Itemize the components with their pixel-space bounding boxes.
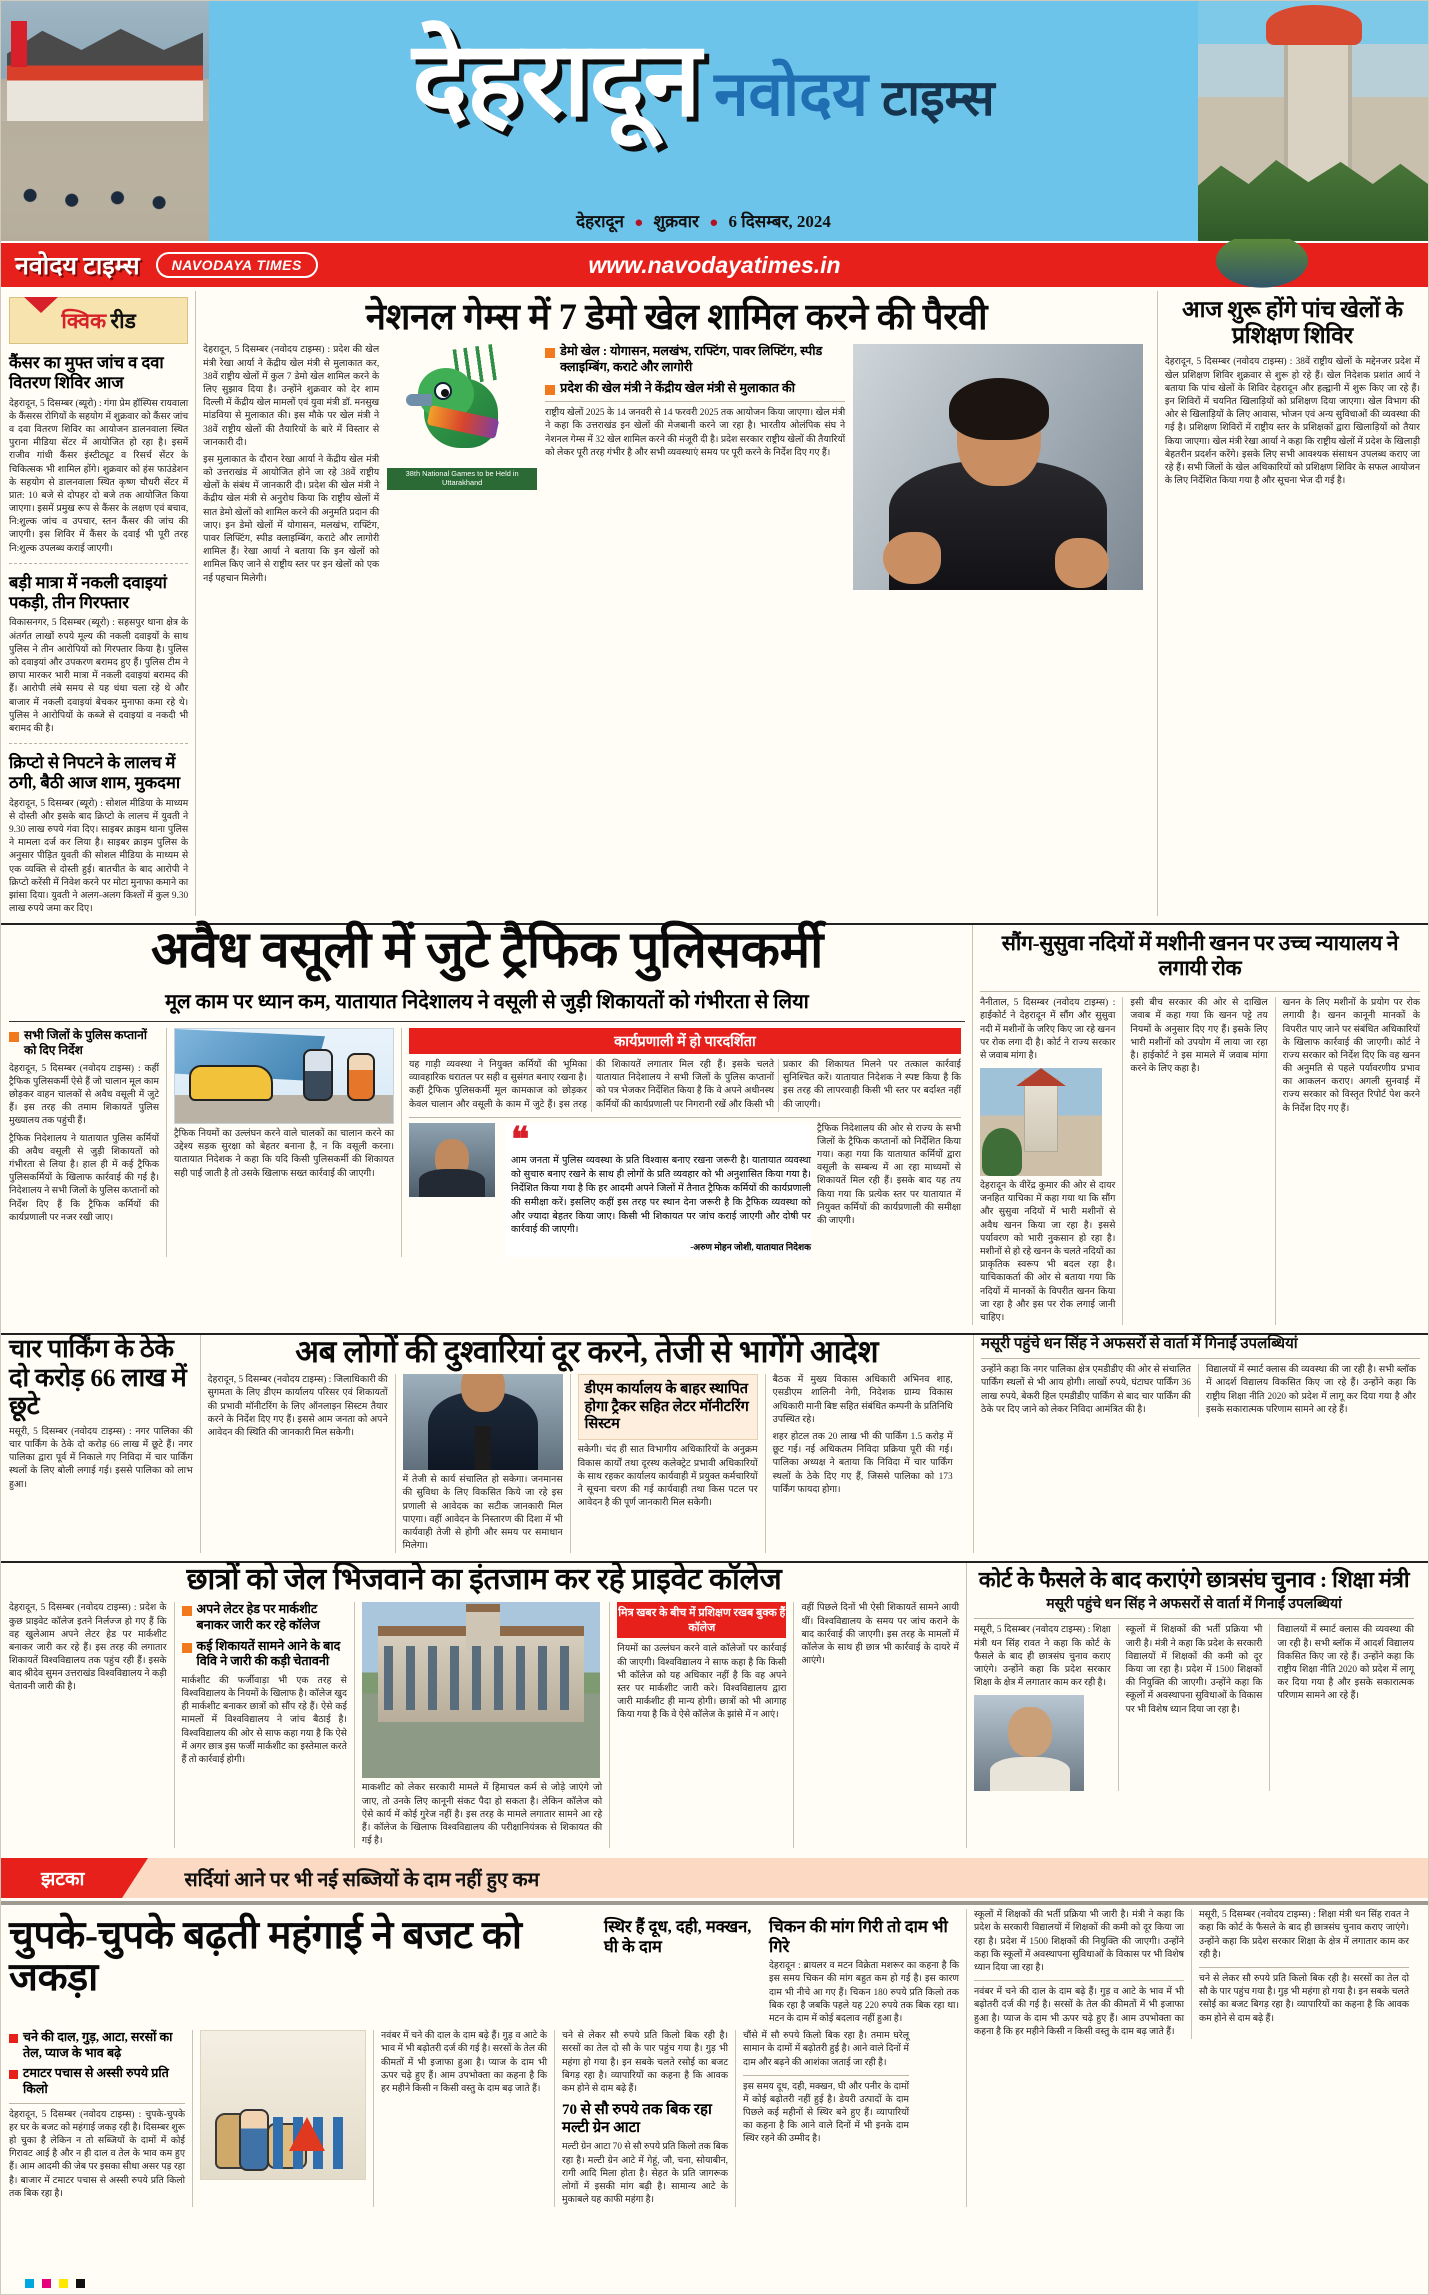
column-rule	[1118, 1624, 1119, 1791]
subhead-text: 70 से सौ रुपये तक बिक रहा मल्टी ग्रेन आटा	[562, 2102, 712, 2136]
bullet-item	[182, 1602, 347, 1633]
story-headline[interactable]: चार पार्किंग के ठेके दो करोड़ 66 लाख में छूटे	[9, 1334, 187, 1421]
dateline-dot-icon-2: ●	[709, 215, 719, 231]
story-paragraph: में तेजी से कार्य संचालित हो सकेगा। जनमानस की सुविधा के लिए विकसित किये जा रहे इस प्रणाली से आवेदक का सटीक जानकारी मिल पाएगा। वहीं आवेदन के निस्तारण की दिशा में भी कार्यवाही तेजी से होगी और समय पर समाधान मिलेगा।	[402, 1475, 563, 1552]
inflation-sub-head-1	[604, 1909, 754, 1956]
inflation-sub-head-2	[769, 1909, 959, 2026]
website-url[interactable]: www.navodayatimes.in	[588, 251, 841, 278]
column-rule	[401, 1028, 402, 1257]
story-paragraph: मसूरी, 5 दिसम्बर (नवोदय टाइम्स) : शिक्षा मंत्री धन सिंह रावत ने कहा कि कोर्ट के फैसले के बाद ही छात्रसंघ चुनाव कराए जाएंगे। उन्होंने कहा कि प्रदेश सरकार शिक्षा के क्षेत्र में लगातार काम कर रही है।	[974, 1625, 1111, 1689]
bullet-item	[182, 1639, 347, 1670]
story-paragraph: मार्कशीट की फर्जीवाड़ा भी एक तरह से विश्वविद्यालय के नियमों के खिलाफ है। कॉलेज खुद ही मार्कशीट बनाकर छात्रों को सौंप रहे हैं। ऐसे कई मामलों में विश्वविद्यालय ने जांच बैठाई है। विश्वविद्यालय की ओर से साफ कहा गया है कि ऐसे में अगर छात्र इस फर्जी मार्कशीट का इस्तेमाल करते हैं तो कार्रवाई होगी।	[181, 1675, 347, 1765]
bullet-square-icon	[9, 2070, 18, 2079]
minister-col-2	[1126, 1624, 1263, 1791]
story-paragraph: सकेगी। चंद ही सात विभागीय अधिकारियों के अनुक्रम विकास कार्यों तथा दूरस्थ कलेक्ट्रेट प्रभावी अधिकारियों के साथ रहकर कार्यालय कार्यवाही में प्रयुक्त कर्मचारियों ने सूचना चरण की गई कार्यवाही तथा किस पटल पर आवेदन है की पूर्ण जानकारी मिल सकेगी।	[577, 1445, 758, 1509]
story-column-1	[203, 344, 379, 590]
quick-read-column	[9, 291, 188, 916]
divider	[409, 1117, 961, 1118]
inflation-section	[1, 1858, 1428, 2207]
nameplate-bar	[1, 241, 1428, 287]
story-paragraph: ट्रैफिक निदेशालय ने यातायात पुलिस कर्मियों की अवैध वसूली से जुड़ी शिकायतों को गंभीरता से लिया है। हाल ही में कई ट्रैफिक पुलिसकर्मियों के खिलाफ कार्रवाई की गई है। निदेशालय ने सभी जिलों के पुलिस कप्तानों को निर्देश दिए हैं कि ट्रैफिक कर्मियों की कार्यप्रणाली पर नजर रखी जाए।	[9, 1133, 159, 1223]
column-rule	[609, 1602, 610, 1848]
story-orders	[208, 1335, 966, 1553]
bullet-text: सभी जिलों के पुलिस कप्तानों को दिए निर्देश	[24, 1027, 147, 1057]
magenta-mark	[42, 2279, 51, 2288]
story-headline[interactable]: अब लोगों की दुश्वारियां दूर करने, तेजी से भागेंगे आदेश	[295, 1334, 879, 1370]
right-col-2	[1199, 1909, 1409, 2039]
college-section	[1, 1561, 1428, 1848]
illustration-person-icon	[239, 2109, 269, 2171]
divider	[980, 991, 1420, 992]
troll-col-2	[1206, 1364, 1416, 1417]
dateline-place: देहरादून	[576, 212, 624, 231]
column-rule	[192, 2030, 193, 2207]
mascot-bird-icon	[404, 348, 520, 468]
column-rule	[195, 291, 196, 916]
mining-col-2	[1130, 997, 1267, 1325]
traffic-left-block	[9, 925, 965, 1325]
masthead-foliage	[1198, 149, 1428, 241]
quick-read-tag-red: क्विक	[61, 309, 107, 333]
inflation-col-5	[743, 2030, 909, 2207]
story-paragraph: उन्होंने कहा कि नगर पालिका क्षेत्र एमडीडीए की ओर से संचालित पार्किंग स्थलों से भी आय होगी। लाखों रुपये, घंटाघर पार्किंग 36 लाख रुपये, बेकरी हिल एमडीडीए पार्किंग से बाद चार पार्किंग की ठेके पर दिए जाने को लेकर निविदा आमंत्रित की है।	[980, 1365, 1191, 1415]
cyan-mark	[25, 2279, 34, 2288]
divider	[981, 1358, 1420, 1359]
inflation-bullets	[9, 2030, 185, 2207]
quote-mark-icon: ❝	[511, 1121, 530, 1159]
story-parking	[9, 1335, 193, 1553]
column-rule	[973, 1335, 974, 1553]
quick-read-tag-black: रीड	[110, 309, 136, 333]
orders-col-2	[403, 1374, 563, 1553]
story-paragraph: शहर होटल तक 20 लाख भी की पार्किंग 1.5 करोड़ में छूट गई। नई अधिकतम निविदा प्रक्रिया पूरी की गई। पालिका अध्यक्ष ने बताया कि निविदा में चार पार्किंग स्थलों के ठेके दिए गए हैं, जिससे पालिका को 173 पार्किंग फायदा होगा।	[772, 1431, 953, 1495]
column-rule	[373, 2030, 374, 2207]
story-body: देहरादून, 5 दिसम्बर (नवोदय टाइम्स) : 38वें राष्ट्रीय खेलों के मद्देनजर प्रदेश में खेल प्रशिक्षण शिविर शुक्रवार से शुरू हो रहे हैं। खेल निदेशक प्रशांत आर्य ने बताया कि पांच खेलों के शिविर देहरादून और हल्द्वानी में शुरू किए जा रहे हैं। इन शिविरों में चयनित खिलाड़ियों को प्रशिक्षण दिया जाएगा। खेल विभाग की ओर से खिलाड़ियों के लिए आवास, भोजन एवं अन्य सुविधाओं की व्यवस्था की गई है। प्रशिक्षण शिविरों में राष्ट्रीय स्तर के प्रशिक्षकों द्वारा खिलाड़ियों को तैयार किया जाएगा। खेल मंत्री रेखा आर्या ने कहा कि राष्ट्रीय खेलों में प्रदेश के खिलाड़ी बेहतरीन प्रदर्शन करेंगे। इसके लिए सभी आवश्यक संसाधन उपलब्ध कराए जा रहे हैं। सभी जिलों के खेल अधिकारियों को प्रशिक्षण शिविर के सफल आयोजन के लिए निर्देशित किया गया है और सूचना भेज दी गई है।	[1164, 357, 1420, 487]
mascot-block	[387, 344, 537, 590]
nameplate-logo-hindi: नवोदय टाइम्स	[15, 253, 140, 280]
subhead-text: चिकन की मांग गिरी तो दाम भी गिरे	[769, 1917, 948, 1956]
photo-tower	[1024, 1078, 1058, 1152]
story-river-mining	[980, 925, 1420, 1325]
mascot-caption: 38th National Games to be Held in Uttarakhand	[387, 468, 537, 490]
column-rule	[735, 2030, 736, 2207]
quick-read-headline: कैंसर का मुफ्त जांच व दवा वितरण शिविर आज	[9, 353, 164, 392]
story-paragraph: माकशीट को लेकर सरकारी मामले में हिमाचल कर्म से जोड़े जाएंगे जो जाए, तो उनके लिए कानूनी संकट पैदा हो सकता है। लेकिन कॉलेज को ऐसे कार्य में कोई गुरेज नहीं है। इस तरह के मामले लगातार सामने आ रहे हैं। कॉलेज के खिलाफ विश्वविद्यालय की परीक्षानियंत्रक से शिकायत की गई है।	[361, 1783, 603, 1847]
story-headline[interactable]: अवैध वसूली में जुटे ट्रैफिक पुलिसकर्मी	[150, 923, 823, 980]
story-paragraph: वहीं पिछले दिनों भी ऐसी शिकायतें सामने आयी थीं। विश्वविद्यालय के समय पर जांच कराने के बाद कार्रवाई की जाएगी। इस तरह के मामलों में कॉलेज के साथ ही छात्र भी कार्रवाई के दायरे में आएंगे।	[801, 1603, 959, 1667]
column-rule	[972, 925, 973, 1325]
column-rule	[1191, 1909, 1192, 2039]
story-paragraph: मल्टी ग्रेन आटा 70 से सौ रुपये प्रति किलो तक बिक रहा है। मल्टी ग्रेन आटे में गेहूं, जौ, चना, सोयाबीन, रागी आदि मिला होता है। सेहत के प्रति जागरूक लोगों में इसकी मांग बढ़ी है। सामान्य आटे के मुकाबले यह काफी महंगा है।	[562, 2142, 729, 2206]
masthead-photo-clocktower	[1198, 1, 1428, 241]
column-rule	[1157, 291, 1158, 916]
story-cartoon-illustration	[174, 1028, 394, 1124]
story-photo-officer	[403, 1374, 563, 1470]
cmyk-registration-marks	[25, 2279, 85, 2288]
column-rule	[200, 1335, 201, 1553]
photo-face	[1008, 1707, 1052, 1757]
story-paragraph: देहरादून, 5 दिसम्बर (नवोदय टाइम्स) : प्रदेश के कुछ प्राइवेट कॉलेज इतने निर्लज्ज हो गए हैं कि वह खुलेआम अपने लेटर हेड पर मार्कशीट बनाकर जारी कर रहे हैं। इस तरह की लगातार शिकायतें विश्वविद्यालय तक पहुंच रही हैं। इसके बाद श्रीदेव सुमन उत्तराखंड विश्वविद्यालय ने कड़ी चेतावनी जारी की है।	[9, 1603, 167, 1693]
orders-col-4	[773, 1374, 953, 1553]
divider	[974, 1618, 1414, 1619]
story-paragraph: विद्यालयों में स्मार्ट क्लास की व्यवस्था की जा रही है। सभी ब्लॉक में आदर्श विद्यालय विकसित किए जा रहे हैं। उन्होंने कहा कि राष्ट्रीय शिक्षा नीति 2020 को प्रदेश में लागू कर दिया गया है और इसके सकारात्मक परिणाम सामने आ रहे हैं।	[1205, 1365, 1416, 1415]
story-body-grid	[203, 344, 1150, 590]
jhatka-subtitle: सर्दियां आने पर भी नई सब्जियों के दाम नहीं हुए कम	[184, 1869, 540, 1891]
story-paragraph: चने से लेकर सौ रुपये प्रति किलो बिक रही है। सरसों का तेल दो सौ के पार पहुंच गया है। गुड़ भी महंगा हो गया है। इन सबके चलते रसोई का बजट बिगड़ रहा है। व्यापारियों का कहना है कि आवक कम होने से दाम बढ़े हैं।	[1199, 1974, 1409, 2024]
story-paragraph: इस समय दूध, दही, मक्खन, घी और पनीर के दामों में कोई बढ़ोतरी नहीं हुई है। डेयरी उत्पादों के दाम पिछले कई महीनों से स्थिर बने हुए हैं। व्यापारियों का कहना है कि आने वाले दिनों में भी इनके दाम स्थिर रहने की उम्मीद है।	[743, 2081, 909, 2145]
bullet-text: डेमो खेल : योगासन, मलखंभ, राफ्टिंग, पावर लिफ्टिंग, स्पीड क्लाइम्बिंग, कराटे और लागोरी	[560, 344, 823, 375]
nameplate-badge-icon	[1216, 239, 1308, 293]
bullet-square-icon	[182, 1606, 192, 1616]
quick-read-header	[9, 297, 188, 344]
story-paragraph: नवंबर में चने की दाल के दाम बढ़े हैं। गुड़ व आटे के भाव में भी बढ़ोतरी दर्ज की गई है। सरसों के तेल की कीमतों में भी इजाफा हुआ है। प्याज के दाम भी ऊपर चढ़े हुए हैं। आम उपभोक्ता का कहना है कि हर महीने किसी न किसी वस्तु के दाम बढ़ जाते हैं।	[974, 1987, 1184, 2037]
jhatka-strip	[1, 1858, 1428, 1898]
story-photo-temple	[980, 1068, 1102, 1176]
column-rule	[793, 1602, 794, 1848]
quick-read-item[interactable]	[9, 353, 188, 556]
column-rule	[1269, 1624, 1270, 1791]
cartoon-car-icon	[189, 1065, 273, 1101]
story-private-colleges	[9, 1563, 959, 1848]
minister-col-3	[1277, 1624, 1414, 1791]
quote-text: आम जनता में पुलिस व्यवस्था के प्रति विश्वास बनाए रखना जरूरी है। यातायात व्यवस्था को सुचारु बनाए रखने के साथ ही लोगों के प्रति व्यवहार को भी अनुशासित किया गया है। निर्देशित किया गया है कि हर आदमी अपने जिलों में तैनात ट्रैफिक कर्मियों की कार्यप्रणाली की समीक्षा करें। इसलिए कहीं इस तरह पर स्थान देना जरूरी है कि ट्रैफिक व्यवस्था को और ज्यादा बेहतर किया जाए। किसी भी शिकायत पर जांच कराई जाएगी और दोषी पर कार्रवाई की जाएगी।	[511, 1154, 811, 1236]
story-headline[interactable]: छात्रों को जेल भिजवाने का इंतजाम कर रहे प्राइवेट कॉलेज	[186, 1563, 782, 1597]
story-paragraph: देहरादून, 5 दिसम्बर (नवोदय टाइम्स) : कहीं ट्रैफिक पुलिसकर्मी ऐसे हैं जो चालान मूल काम छोड़कर वाहन चालकों से अवैध वसूली में जुटे हैं। इस तरह की तमाम शिकायतें पुलिस मुख्यालय तक पहुंची हैं।	[9, 1063, 159, 1127]
college-bullets	[182, 1602, 347, 1848]
masthead-title-dehradun: देहरादून	[412, 23, 701, 138]
college-col-5	[801, 1602, 959, 1848]
masthead	[1, 1, 1428, 241]
bullet-square-icon	[545, 385, 555, 395]
story-paragraph: देहरादून, 5 दिसम्बर (नवोदय टाइम्स) : जिलाधिकारी की सुगमता के लिए डीएम कार्यालय परिसर एवं शिकायतों की प्रभावी मॉनीटरिंग के लिए ऑनलाइन सिस्टम तैयार करने के निर्देश दिए गए हैं। इससे आम जनता को अपने आवेदन की स्थिति की जानकारी मिल सकेगी।	[207, 1375, 388, 1438]
photo-tree	[982, 1128, 1022, 1176]
masthead-center	[209, 1, 1198, 241]
column-rule	[966, 1563, 967, 1848]
bullet-item	[545, 344, 845, 375]
photo-tower	[466, 1604, 500, 1650]
dateline-date: 6 दिसम्बर, 2024	[728, 212, 831, 231]
masthead-photo-parade	[1, 1, 209, 241]
mid-section	[1, 1333, 1428, 1553]
story-paragraph: नियमों का उल्लंघन करने वाले कॉलेजों पर कार्रवाई की जाएगी। विश्वविद्यालय ने साफ कहा है कि किसी भी कॉलेज को यह अधिकार नहीं है कि वह अपने स्तर पर मार्कशीट जारी करे। विश्वविद्यालय द्वारा जारी मार्कशीट ही मान्य होगी। छात्रों को भी आगाह किया गया है कि वे ऐसे कॉलेज के झांसे में न आएं।	[617, 1644, 787, 1721]
photo-body	[990, 1757, 1070, 1791]
orders-col-3	[578, 1374, 758, 1553]
inflation-col-2	[200, 2030, 366, 2207]
story-paragraph: देहरादून के वीरेंद्र कुमार की ओर से दायर जनहित याचिका में कहा गया था कि सौंग और सुसुवा नदियों में भारी मशीनों से अवैध खनन किया जा रहा है। इससे पर्यावरण को भारी नुकसान हो रहा है। मशीनों से हो रहे खनन के चलते नदियों का प्राकृतिक स्वरूप भी बदल रहा है। याचिकाकर्ता की ओर से बताया गया कि नदियों में मानकों के विपरीत खनन किया जा रहा है और इस पर रोक लगाई जानी चाहिए।	[980, 1181, 1116, 1323]
story-paragraph: विद्यालयों में स्मार्ट क्लास की व्यवस्था की जा रही है। सभी ब्लॉक में आदर्श विद्यालय विकसित किए जा रहे हैं। उन्होंने कहा कि राष्ट्रीय शिक्षा नीति 2020 को प्रदेश में लागू कर दिया गया है और इसके सकारात्मक परिणाम सामने आ रहे हैं।	[1277, 1625, 1414, 1702]
bullet-square-icon	[182, 1643, 192, 1653]
quick-read-headline: क्रिप्टो से निपटने के लालच में ठगी, बैठी आज शाम, मुकदमा	[9, 753, 181, 792]
story-paragraph: बैठक में मुख्य विकास अधिकारी अभिनव शाह, एसडीएम शालिनी नेगी, निदेशक ग्राम्य विकास अधिकारी मानी बिष्ट सहित संबंधित कम्पनी के प्रतिनिधि उपस्थित रहे।	[772, 1375, 953, 1425]
masthead-title	[412, 23, 995, 138]
story-headline[interactable]: सौंग-सुसुवा नदियों में मशीनी खनन पर उच्च न्यायालय ने लगायी रोक	[1001, 931, 1399, 980]
right-col-1	[974, 1909, 1184, 2039]
quick-read-body: विकासनगर, 5 दिसम्बर (ब्यूरो) : सहसपुर थाना क्षेत्र के अंतर्गत लाखों रुपये मूल्य की नकली दवाइयों के साथ पुलिस ने तीन आरोपियों को गिरफ्तार किया है। पुलिस को दवाइयां और उपकरण बरामद हुए हैं। पुलिस टीम ने छापा मारकर भारी मात्रा में नकली दवाइयां बरामद की हैं। आरोपी लंबे समय से यह धंधा चला रहे थे और बाजार में नकली दवाइयां बेचकर मुनाफा कमा रहे थे। पुलिस ने आरोपियों के कब्जे से दवाइयां व नकदी भी बरामद की है।	[9, 618, 189, 734]
story-national-games	[203, 291, 1150, 916]
bullet-square-icon	[9, 1032, 19, 1042]
quick-read-item[interactable]	[9, 753, 188, 916]
mascot-beak	[406, 394, 432, 406]
photo-windows	[384, 1646, 578, 1710]
story-paragraph: देहरादून, 5 दिसम्बर (नवोदय टाइम्स) : चुपके-चुपके हर घर के बजट को महंगाई जकड़ रही है। दिसम्बर शुरू हो चुका है लेकिन न तो सब्जियों के दामों में कोई गिरावट आई है और न ही दाल व तेल के भाव कम हुए हैं। आम आदमी की जेब पर इसका सीधा असर पड़ रहा है। बाजार में टमाटर पचास से अस्सी रुपये प्रति किलो तक बिक रहा है।	[9, 2109, 185, 2199]
column-rule	[765, 1374, 766, 1553]
column-rule	[966, 1909, 967, 2207]
story-paragraph: देहरादून, 5 दिसम्बर (नवोदय टाइम्स) : प्रदेश की खेल मंत्री रेखा आर्या ने केंद्रीय खेल मंत्री से मुलाकात कर, 38वें राष्ट्रीय खेलों में कुल 7 डेमो खेल शामिल करने के लिए सुझाव दिया है। उन्होंने शुक्रवार को देर शाम दिल्ली में केंद्रीय खेल मामलों एवं युवा मंत्री डॉ. मनसुख मांडविया से मुलाकात की। इस मौके पर खेल मंत्री ने 38वें राष्ट्रीय खेलों की तैयारियों के बारे में विस्तार से जानकारी दी।	[203, 345, 380, 448]
story-paragraph: देहरादून : ब्रायलर व मटन विक्रेता मशरूर का कहना है कि इस समय चिकन की मांग बहुत कम हो गई है। इस कारण दाम भी नीचे आ गए हैं। चिकन 180 रुपये प्रति किलो तक बिक रहा है जबकि पहले यह 220 रुपये तक बिक रहा था। मटन के दाम में कोई बदलाव नहीं हुआ है।	[769, 1961, 959, 2024]
traffic-col-1	[9, 1028, 159, 1257]
column-rule	[1198, 1364, 1199, 1417]
divider	[974, 1980, 1184, 1981]
troll-col-1	[981, 1364, 1191, 1417]
nameplate-logo-english: NAVODAYA TIMES	[156, 252, 318, 278]
bullet-item	[9, 1028, 159, 1058]
bullet-item	[9, 2030, 185, 2061]
divider	[1199, 1967, 1409, 1968]
column-rule	[395, 1374, 396, 1553]
story-paragraph: इसी बीच सरकार की ओर से दाखिल जवाब में कहा गया कि खनन पट्टे तय नियमों के अनुसार दिए गए हैं। इसके लिए भारी मशीनों को उपयोग में लाया जा रहा है। हाईकोर्ट ने इस मामले में जवाब मांगा करने के लिए कहा है।	[1130, 998, 1268, 1075]
quick-read-body: देहरादून, 5 दिसम्बर (ब्यूरो) : सोशल मीडिया के माध्यम से दोस्ती और इसके बाद क्रिप्टो के लालच में युवती ने 9.30 लाख रुपये गंवा दिए। साइबर क्राइम थाना पुलिस ने मामला दर्ज कर लिया है। साइबर क्राइम पुलिस के अनुसार पीड़ित युवती की सोशल मीडिया के माध्यम से एक व्यक्ति से दोस्ती हुई। बातचीत के बाद आरोपी ने क्रिप्टो करेंसी में निवेश करने पर मोटा मुनाफा कमाने का झांसा दिया। युवती ने अलग-अलग किश्तों में कुल 9.30 लाख रुपये जमा कर दिए।	[9, 798, 189, 915]
story-bullets	[545, 344, 845, 590]
story-photo-sports-minister	[853, 344, 1143, 590]
story-paragraph: स्कूलों में शिक्षकों की भर्ती प्रक्रिया भी जारी है। मंत्री ने कहा कि प्रदेश के सरकारी विद्यालयों में शिक्षकों की कमी को दूर किया जा रहा है। प्रदेश में 1500 शिक्षकों की नियुक्ति की जाएगी। उन्होंने कहा कि स्कूलों में अवस्थापना सुविधाओं के विकास पर भी विशेष ध्यान दिया जा रहा है।	[974, 1910, 1184, 1974]
story-photo-college-building	[362, 1602, 600, 1778]
traffic-cartoon-block	[174, 1028, 394, 1257]
inflation-right-column	[974, 1909, 1414, 2207]
story-headline[interactable]: आज शुरू होंगे पांच खेलों के प्रशिक्षण शिविर	[1181, 297, 1403, 349]
inflation-main	[9, 1909, 959, 2207]
story-subheadline: मसूरी पहुंचे धन सिंह ने अफसरों से वार्ता में गिनाईं उपलब्धियां	[1046, 1596, 1342, 1612]
bullet-text: अपने लेटर हेड पर मार्कशीट बनाकर जारी कर रहे कॉलेज	[196, 1602, 320, 1632]
story-subheadline: मूल काम पर ध्यान कम, यातायात निदेशालय ने वसूली से जुड़ी शिकायतों को गंभीरता से लिया	[9, 979, 965, 1022]
story-training-camps	[1165, 291, 1420, 916]
story-body-multicol: यह गाड़ी व्यवस्था ने नियुक्त कर्मियों की भूमिका व्यावहारिक धरातल पर सही व सुसंगत बनाए रखना है। कहीं ट्रैफिक पुलिसकर्मी मूल कामकाज को छोड़कर केवल चालान और वसूली के काम में जुटे हैं। इस तरह की शिकायतें लगातार मिल रही हैं। इसके चलते यातायात निदेशालय ने सभी जिलों के पुलिस कप्तानों को पत्र भेजकर निर्देशित किया है कि वे अपने अधीनस्थ कर्मियों की कार्यप्रणाली पर निगरानी रखें और किसी भी प्रकार की शिकायत मिलने पर तत्काल कार्रवाई सुनिश्चित करें। यातायात निदेशक ने स्पष्ट किया है कि इस तरह की लापरवाही किसी भी स्तर पर बर्दाश्त नहीं की जाएगी।	[409, 1059, 961, 1110]
mining-col-3	[1283, 997, 1420, 1325]
column-rule	[174, 1602, 175, 1848]
story-headline[interactable]: चुपके-चुपके बढ़ती महंगाई ने बजट को जकड़ा	[9, 1914, 522, 1999]
bullet-square-icon	[9, 2034, 18, 2043]
inflation-col-4	[562, 2030, 728, 2207]
divider	[9, 563, 188, 564]
dateline-day: शुक्रवार	[653, 212, 699, 231]
story-paragraph: इस मुलाकात के दौरान रेखा आर्या ने केंद्रीय खेल मंत्री को उत्तराखंड में आयोजित होने जा रहे 38वें राष्ट्रीय खेलों के संबंध में जानकारी दी। प्रदेश की खेल मंत्री ने केंद्रीय खेल मंत्री से अनुरोध किया कि राष्ट्रीय खेलों में सात डेमो खेलों को शामिल करने की अनुमति प्रदान की जाए। इन डेमो खेलों में योगासन, मलखंभ, राफ्टिंग, पावर लिफ्टिंग, स्पीड क्लाइम्बिंग, कराटे और लागोरी शामिल हैं। रेखा आर्या ने बताया कि इन खेलों को शामिल किए जाने से राष्ट्रीय स्तर पर इन खेलों को एक नई पहचान मिलेगी।	[203, 454, 380, 584]
college-col-4	[617, 1602, 786, 1848]
story-headline[interactable]: नेशनल गेम्स में 7 डेमो खेल शामिल करने की पैरवी	[365, 296, 988, 337]
quick-read-headline: बड़ी मात्रा में नकली दवाइयां पकड़ी, तीन गिरफ्तार	[9, 572, 167, 612]
story-paragraph: नवंबर में चने की दाल के दाम बढ़े हैं। गुड़ व आटे के भाव में भी बढ़ोतरी दर्ज की गई है। सरसों के तेल की कीमतों में भी इजाफा हुआ है। प्याज के दाम भी ऊपर चढ़े हुए हैं। आम उपभोक्ता का कहना है कि हर महीने किसी न किसी वस्तु के दाम बढ़ जाते हैं।	[381, 2031, 547, 2094]
masthead-dateline	[576, 209, 831, 232]
column-rule	[354, 1602, 355, 1848]
traffic-main-block	[409, 1028, 961, 1257]
divider	[9, 2103, 185, 2104]
college-col-1	[9, 1602, 167, 1848]
story-headline[interactable]: कोर्ट के फैसले के बाद कराएंगे छात्रसंघ चुनाव : शिक्षा मंत्री	[978, 1567, 1410, 1593]
quick-read-item[interactable]	[9, 573, 188, 736]
photo-roof	[1016, 1068, 1066, 1086]
story-paragraph: चने से लेकर सौ रुपये प्रति किलो बिक रही है। सरसों का तेल दो सौ के पार पहुंच गया है। गुड़ भी महंगा हो गया है। इन सबके चलते रसोई का बजट बिगड़ रहा है। व्यापारियों का कहना है कि आवक कम होने से दाम बढ़े हैं।	[562, 2031, 728, 2094]
jhatka-tag: झटका	[1, 1858, 122, 1898]
college-photo-block	[362, 1602, 602, 1848]
cartoon-driver-icon	[347, 1053, 375, 1101]
cartoon-police-icon	[303, 1049, 333, 1101]
bullet-text: कई शिकायतें सामने आने के बाद विवि ने जारी की कड़ी चेतावनी	[196, 1638, 341, 1669]
quote-attribution: -अरुण मोहन जोशी, यातायात निदेशक	[690, 1242, 811, 1253]
bullet-text: चने की दाल, गुड़, आटा, सरसों का तेल, प्याज के भाव बढ़े	[23, 2030, 173, 2060]
story-education-minister	[974, 1563, 1414, 1848]
subhead-text: स्थिर हैं दूध, दही, मक्खन, घी के दाम	[604, 1917, 752, 1956]
story-kicker: मसूरी पहुंचे धन सिंह ने अफसरों से वार्ता में गिनाईं उपलब्धियां	[980, 1336, 1298, 1353]
bullet-text: टमाटर पचास से अस्सी रुपये प्रति किलो	[23, 2066, 169, 2096]
photo-shoulders	[419, 1169, 485, 1197]
story-photo-minister	[974, 1695, 1084, 1791]
black-mark	[76, 2279, 85, 2288]
divider	[1, 1901, 1428, 1905]
college-red-strip: मित्र खबर के बीच में प्रशिक्षण रखब बुक्क हैं कॉलेज	[617, 1602, 786, 1638]
photo-subject-hair	[949, 378, 1049, 440]
story-paragraph: खनन के लिए मशीनों के प्रयोग पर रोक लगायी है। खनन कानूनी मानकों के विपरीत पाए जाने पर संबंधित अधिकारियों के खिलाफ कार्रवाई की जाएगी। कोर्ट ने राज्य सरकार को निर्देश दिए कि वह खनन की अनुमति से पहले पर्यावरणीय प्रभाव का आकलन कराए। अगली सुनवाई में राज्य सरकार को विस्तृत रिपोर्ट पेश करने के निर्देश दिए गए हैं।	[1282, 998, 1420, 1114]
quote-block	[505, 1123, 811, 1258]
bullet-square-icon	[545, 348, 555, 358]
story-traffic-extortion	[1, 923, 1428, 1325]
story-paragraph: ट्रैफिक निदेशालय की ओर से राज्य के सभी जिलों के ट्रैफिक कप्तानों को निर्देशित किया गया। कहा गया कि यातायात कर्मियों द्वारा वसूली के सम्बन्ध में आ रहा माध्यमों से शिकायतें मिल रही हैं। इसके बाद यह तय किया गया कि प्रत्येक स्तर पर यातायात में नियुक्त कर्मियों की कार्यप्रणाली की समीक्षा की जाएगी।	[817, 1123, 961, 1227]
bullet-text: प्रदेश की खेल मंत्री ने केंद्रीय खेल मंत्री से मुलाकात की	[560, 380, 795, 395]
story-paragraph: नैनीताल, 5 दिसम्बर (नवोदय टाइम्स) : हाईकोर्ट ने देहरादून में सौंग और सुसुवा नदी में मशीनों के जरिए किए जा रहे खनन पर रोक लगा दी है। कोर्ट ने राज्य सरकार से जवाब मांगा है।	[980, 998, 1116, 1061]
story-paragraph: मसूरी, 5 दिसम्बर (नवोदय टाइम्स) : शिक्षा मंत्री धन सिंह रावत ने कहा कि कोर्ट के फैसले के बाद ही छात्रसंघ चुनाव कराए जाएंगे। उन्होंने कहा कि प्रदेश सरकार शिक्षा के क्षेत्र में लगातार काम कर रही है।	[1199, 1910, 1409, 1960]
yellow-mark	[59, 2279, 68, 2288]
story-paragraph: स्कूलों में शिक्षकों की भर्ती प्रक्रिया भी जारी है। मंत्री ने कहा कि प्रदेश के सरकारी विद्यालयों में शिक्षकों की कमी को दूर किया जा रहा है। प्रदेश में 1500 शिक्षकों की नियुक्ति की जाएगी। उन्होंने कहा कि स्कूलों में अवस्थापना सुविधाओं के विकास पर भी विशेष ध्यान दिया जा रहा है।	[1125, 1625, 1263, 1715]
story-troll-vehicles	[981, 1335, 1420, 1553]
photo-subject-hand	[883, 532, 941, 584]
story-illustration-grocery	[200, 2030, 366, 2180]
column-rule	[570, 1374, 571, 1553]
photo-microphone-icon	[475, 1426, 491, 1470]
orders-col-1	[208, 1374, 388, 1553]
quote-speaker-photo	[409, 1123, 495, 1197]
column-rule	[1275, 997, 1276, 1325]
quote-photo-block	[409, 1123, 505, 1197]
story-paragraph: चौंसे में सौ रुपये किलो बिक रहा है। तमाम घरेलू सामान के दामों में बढ़ोतरी हुई है। आने वाले दिनों में दाम और बढ़ने की आशंका जताई जा रही है।	[743, 2031, 909, 2068]
minister-col-1	[974, 1624, 1111, 1791]
column-rule	[166, 1028, 167, 1257]
column-rule	[1122, 997, 1123, 1325]
bullet-item	[9, 2066, 185, 2097]
dateline-dot-icon: ●	[634, 215, 644, 231]
inflation-col-3	[381, 2030, 547, 2207]
story-paragraph: ट्रैफिक नियमों का उल्लंघन करने वाले चालकों का चालान करने का उद्देश्य सड़क सुरक्षा को बेहतर बनाना है, न कि वसूली करना। यातायात निदेशक ने कहा कि यदि किसी पुलिसकर्मी की शिकायत सही पाई जाती है तो उसके खिलाफ सख्त कार्रवाई की जाएगी।	[174, 1128, 394, 1179]
divider	[743, 2075, 909, 2076]
mining-col-1	[980, 997, 1115, 1325]
orders-highlight-note	[578, 1374, 758, 1440]
flag-icon	[11, 21, 27, 67]
column-rule	[554, 2030, 555, 2207]
story-paragraph: राष्ट्रीय खेलों 2025 के 14 जनवरी से 14 फरवरी 2025 तक आयोजन किया जाएगा। खेल मंत्री ने कहा कि उत्तराखंड इन खेलों की मेजबानी करने जा रहा है। भारतीय ओलंपिक संघ ने नेशनल गेम्स में 32 खेल शामिल करने की मंजूरी दी है। प्रदेश सरकार राष्ट्रीय खेलों की तैयारियों को लेकर पूरी तरह गंभीर है और सभी व्यवस्थाएं समय पर पूरी करने के निर्देश दिए गए हैं।	[545, 408, 846, 458]
divider	[9, 743, 188, 744]
masthead-title-navodaya: नवोदय	[714, 61, 868, 129]
orders-note-text: डीएम कार्यालय के बाहर स्थापित होगा ट्रैकर सहित लेटर मॉनीटरिंग सिस्टम	[584, 1381, 749, 1432]
story-red-strip-label: कार्यप्रणाली में हो पारदर्शिता	[409, 1028, 961, 1054]
illustration-up-arrow-icon	[289, 2117, 325, 2151]
masthead-title-times: टाइम्स	[881, 70, 995, 126]
divider	[545, 401, 845, 402]
bullet-item	[545, 381, 845, 397]
quick-read-body: देहरादून, 5 दिसम्बर (ब्यूरो) : गंगा प्रेम हॉस्पिस रायवाला के कैंसरस रोगियों के सहयोग में शुक्रवार को कैंसर जांच व दवा वितरण शिविर का आयोजन डालनवाला स्थित पुराना मीडिया सेंटर में आयोजित हो रहा है। इसमें राजीव गांधी कैंसर इंस्टीट्यूट व रिसर्च सेंटर के चिकित्सक भी शामिल होंगे। शुक्रवार को हंस फाउंडेशन के सहयोग से डालनवाला स्थित कृष्ण चौधरी सेंटर में प्रात: 10 बजे से दोपहर दो बजे तक आयोजित किया जाएगा। इसमें प्रमुख रूप से कैंसर के लक्षण एवं बचाव, नि:शुल्क जांच व उपचार, स्तन कैंसर की जांच की जाएगी। इस शिविर में कैंसर के दवाई भी पूरी तरह नि:शुल्क उपलब्ध कराई जाएगी।	[9, 398, 189, 554]
story-paragraph: मसूरी, 5 दिसम्बर (नवोदय टाइम्स) : नगर पालिका की चार पार्किंग के ठेके दो करोड़ 66 लाख में छूटे हैं। नगर पालिका द्वारा पूर्व में निकाले गए निविदा में चार पार्किंग स्थलों के लिए बोली लगाई गई। इससे पालिका को लाभ हुआ।	[9, 1426, 193, 1490]
